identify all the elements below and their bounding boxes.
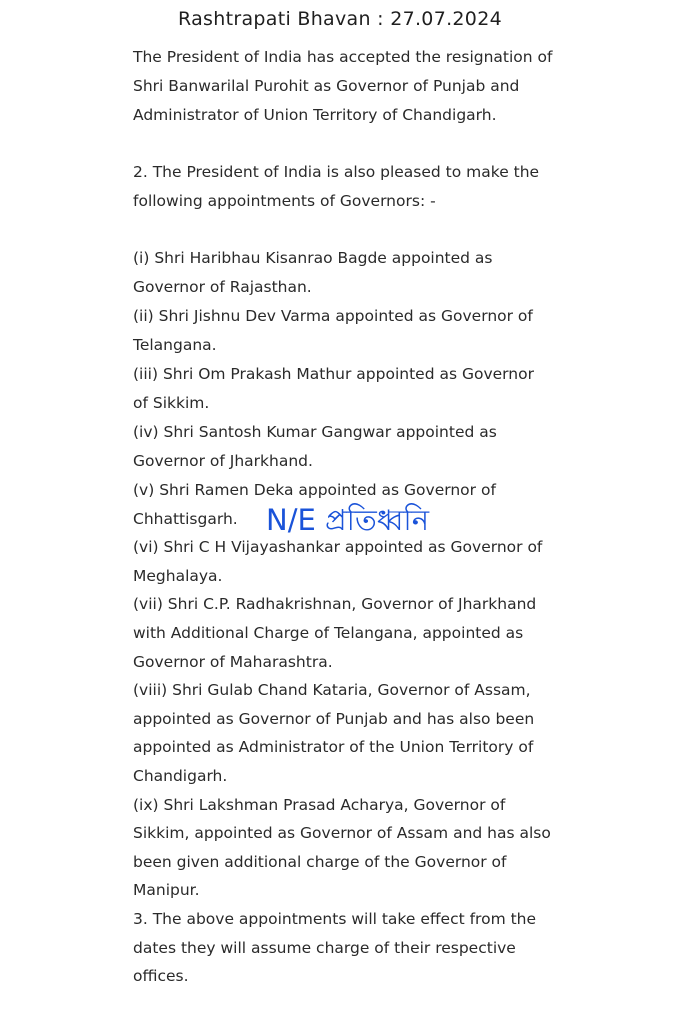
appointment-line: Chandigarh. <box>133 767 228 785</box>
appointment-line: (v) Shri Ramen Deka appointed as Governor of <box>133 481 496 499</box>
appointment-line: Telangana. <box>133 336 217 354</box>
appointment-line: appointed as Administrator of the Union Territory of <box>133 738 534 756</box>
appointment-line: appointed as Governor of Punjab and has also been <box>133 710 535 728</box>
paragraph-2-line-2: following appointments of Governors: - <box>133 192 436 210</box>
page-title: Rashtrapati Bhavan : 27.07.2024 <box>178 8 502 30</box>
paragraph-1-line-3: Administrator of Union Territory of Chandigarh. <box>133 106 497 124</box>
appointment-line: (viii) Shri Gulab Chand Kataria, Governor of Assam, <box>133 681 531 699</box>
appointment-line: of Sikkim. <box>133 394 210 412</box>
paragraph-2-line-1: 2. The President of India is also pleased to make the <box>133 163 540 181</box>
appointment-line: Governor of Jharkhand. <box>133 452 313 470</box>
appointment-line: (iv) Shri Santosh Kumar Gangwar appointed as <box>133 423 497 441</box>
appointment-line: (iii) Shri Om Prakash Mathur appointed as Governor <box>133 365 534 383</box>
appointment-line: Sikkim, appointed as Governor of Assam and has also <box>133 824 551 842</box>
appointment-line: Governor of Maharashtra. <box>133 653 333 671</box>
paragraph-1-line-1: The President of India has accepted the resignation of <box>133 48 553 66</box>
paragraph-1-line-2: Shri Banwarilal Purohit as Governor of Punjab and <box>133 77 520 95</box>
appointment-line: Manipur. <box>133 881 200 899</box>
paragraph-3-line-3: offices. <box>133 967 189 985</box>
appointment-line: (i) Shri Haribhau Kisanrao Bagde appointed as <box>133 249 493 267</box>
watermark-label: N/E প্রতিধ্বনি <box>266 503 430 537</box>
appointment-line: Chhattisgarh. <box>133 510 238 528</box>
appointment-line: (ix) Shri Lakshman Prasad Acharya, Governor of <box>133 796 506 814</box>
appointment-line: (ii) Shri Jishnu Dev Varma appointed as Governor of <box>133 307 533 325</box>
appointment-line: Meghalaya. <box>133 567 223 585</box>
appointment-line: with Additional Charge of Telangana, appointed as <box>133 624 524 642</box>
appointment-line: (vi) Shri C H Vijayashankar appointed as Governor of <box>133 538 543 556</box>
appointment-line: (vii) Shri C.P. Radhakrishnan, Governor of Jharkhand <box>133 595 537 613</box>
paragraph-3-line-2: dates they will assume charge of their respective <box>133 939 516 957</box>
appointment-line: Governor of Rajasthan. <box>133 278 312 296</box>
paragraph-3-line-1: 3. The above appointments will take effect from the <box>133 910 537 928</box>
appointment-line: been given additional charge of the Governor of <box>133 853 507 871</box>
